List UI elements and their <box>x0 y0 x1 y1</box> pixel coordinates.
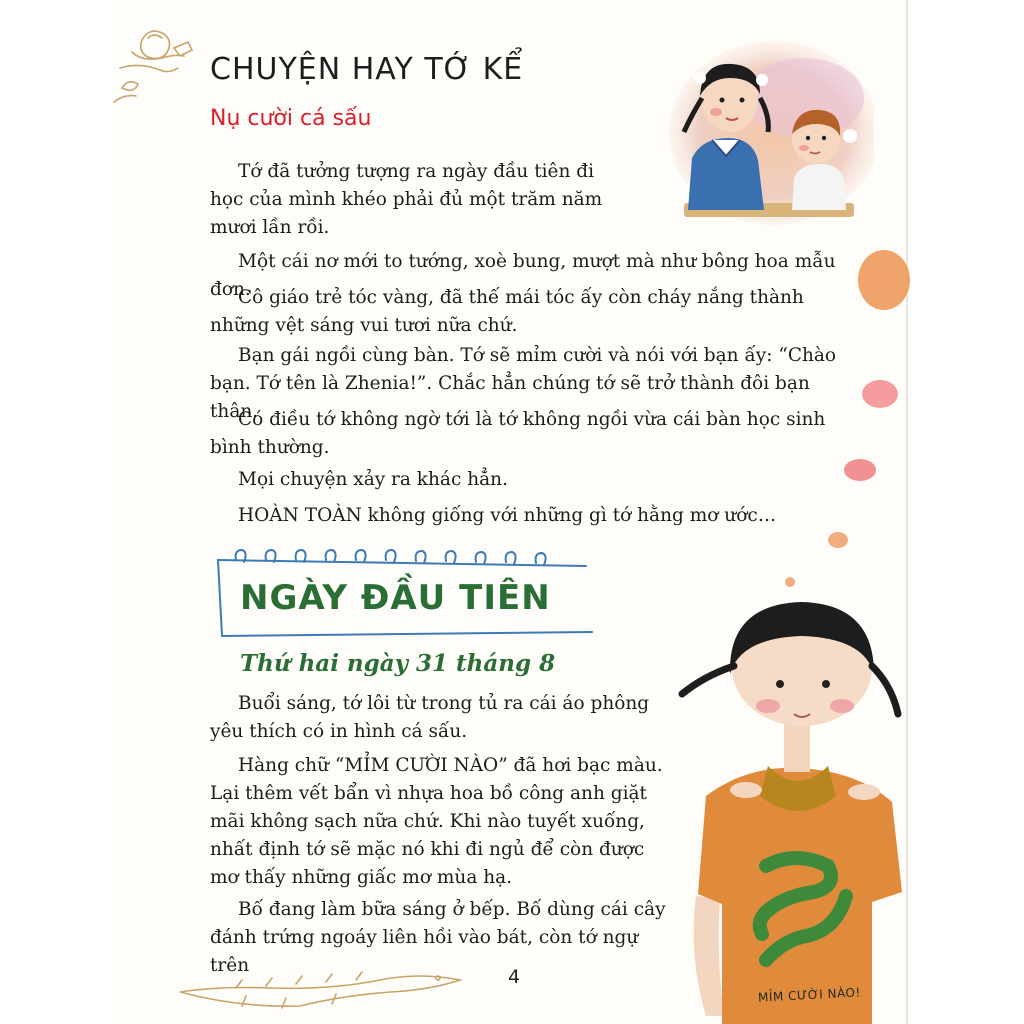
intro-paragraph-5: Có điều tớ không ngờ tới là tớ không ngồi vừa cái bàn học sinh bình thường. <box>210 409 826 458</box>
chapter-date: Thứ hai ngày 31 tháng 8 <box>240 650 556 677</box>
chapter-paragraph-1: Buổi sáng, tớ lôi từ trong tủ ra cái áo phông yêu thích có in hình cá sấu. <box>210 693 650 742</box>
thought-bubbles-decoration <box>780 240 910 590</box>
chapter-paragraph-3: Bố đang làm bữa sáng ở bếp. Bố dùng cái cây đánh trứng ngoáy liên hồi vào bát, còn tớ ngự trên <box>210 899 666 976</box>
intro-paragraph-7: HOÀN TOÀN không giống với những gì tớ hằng mơ ước… <box>238 505 777 526</box>
girl-doodle-illustration <box>112 18 202 108</box>
shirt-text: MỈM CƯỜI NÀO! <box>757 985 862 1005</box>
crocodile-doodle <box>176 962 466 1010</box>
girl-crocodile-shirt-illustration <box>676 596 908 1024</box>
page-number: 4 <box>508 966 521 988</box>
intro-paragraph-2: Một cái nơ mới to tướng, xoè bung, mượt mà như bông hoa mẫu đơn. <box>210 251 836 300</box>
intro-paragraph-1: Tớ đã tưởng tượng ra ngày đầu tiên đi học của mình khéo phải đủ một trăm năm mươi lần rồi. <box>210 161 603 238</box>
chapter-paragraph-2: Hàng chữ “MỈM CƯỜI NÀO” đã hơi bạc màu. Lại thêm vết bẩn vì nhựa hoa bồ công anh giặt mãi không sạch nữa chứ. Khi nào tuyết xuống, nhất định tớ sẽ mặc nó khi đi ngủ để còn được mơ thấy những giấc mơ mùa hạ. <box>210 755 663 888</box>
page-margin <box>908 0 1024 1024</box>
intro-paragraph-6: Mọi chuyện xảy ra khác hẳn. <box>238 469 508 490</box>
series-title: CHUYỆN HAY TỚ KỂ <box>210 52 524 87</box>
intro-paragraph-4: Bạn gái ngồi cùng bàn. Tớ sẽ mỉm cười và nói với bạn ấy: “Chào bạn. Tớ tên là Zhenia!”. Chắc hẳn chúng tớ sẽ trở thành đôi bạn thân. <box>210 345 837 422</box>
story-title: Nụ cười cá sấu <box>210 106 372 131</box>
chapter-title: NGÀY ĐẦU TIÊN <box>240 578 551 618</box>
two-girls-illustration <box>664 38 874 228</box>
intro-paragraph-3: Cô giáo trẻ tóc vàng, đã thế mái tóc ấy còn cháy nắng thành những vệt sáng vui tươi nữa chứ. <box>210 287 804 336</box>
